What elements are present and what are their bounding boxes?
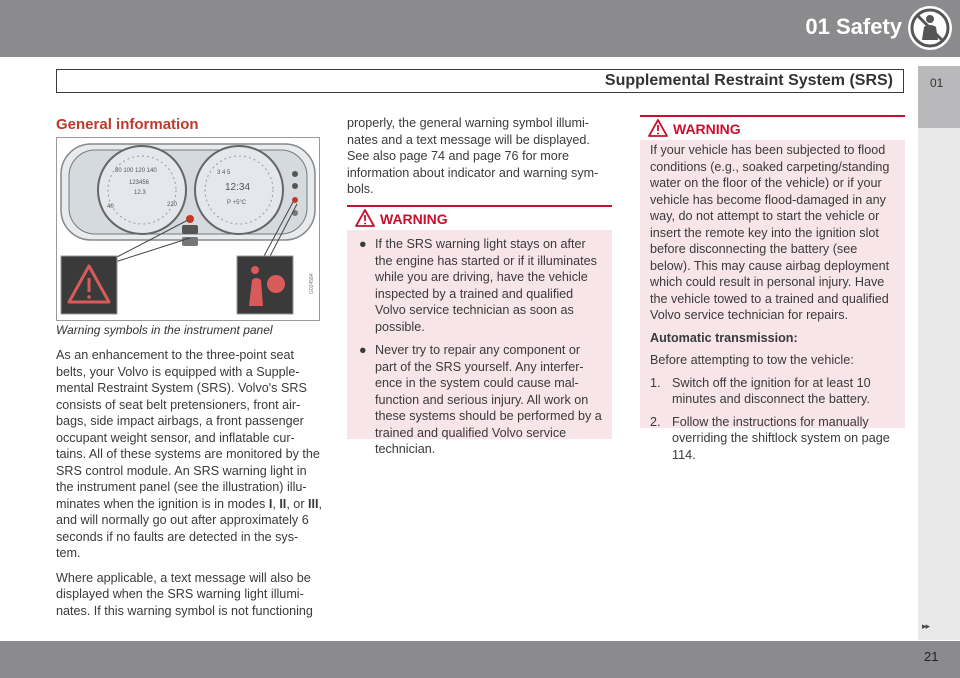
step-item: 2. Follow the instructions for manually overriding the shiftlock system on page 114. [650, 414, 890, 462]
svg-text:40: 40 [107, 204, 114, 210]
svg-text:220: 220 [167, 202, 178, 208]
svg-text:3 4 5: 3 4 5 [217, 170, 231, 176]
warning-header [347, 205, 612, 230]
svg-text:P +5°C: P +5°C [227, 200, 247, 206]
list-item: ● If the SRS warning light stays on after the engine has started or if it illuminates while you are driving, have the vehicle inspected by a trained and qualified Volvo service technician as soon as possible. [359, 237, 597, 334]
chapter-tab-label: 01 [930, 76, 944, 90]
srs-warning-box [347, 205, 612, 456]
steps-intro: Before attempting to tow the vehicle: [650, 353, 854, 367]
step-number: 1. [650, 375, 661, 390]
list-item: ● Never try to repair any component or part of the SRS yourself. Any interfer-ence in the system could cause mal-function and serious injury. All work on these systems should be performed by a trained and qualified Volvo service technician. [359, 343, 602, 456]
warning-rule [347, 205, 612, 207]
warning-triangle-icon [648, 119, 668, 142]
side-strip [918, 128, 960, 640]
section-title: Supplemental Restraint System (SRS) [604, 72, 893, 89]
no-seatbelt-icon [908, 6, 952, 50]
bullet: ● [359, 343, 367, 357]
warning-rule [640, 115, 905, 117]
page-number: 21 [924, 649, 939, 664]
warning-title: WARNING [673, 121, 741, 137]
flood-warning-box [640, 115, 905, 462]
figure-caption: Warning symbols in the instrument panel [56, 323, 273, 337]
svg-text:80 100 120 140: 80 100 120 140 [115, 168, 157, 174]
next-page-marker[interactable]: ▸▸ [922, 621, 930, 631]
section-title-box [56, 69, 904, 93]
svg-text:123456: 123456 [129, 180, 150, 186]
svg-text:12.3: 12.3 [134, 190, 146, 196]
subheading: Automatic transmission: [650, 330, 798, 345]
svg-text:12:34: 12:34 [225, 182, 251, 193]
warning-header [640, 115, 905, 140]
bullet: ● [359, 237, 367, 251]
left-body [56, 347, 322, 627]
step-item: 1. Switch off the ignition for at least 10 minutes and disconnect the battery. [650, 375, 871, 406]
warning-text: If your vehicle has been subjected to flood conditions (e.g., soaked carpeting/standing water on the floor of the vehicle) or if your vehicle has become flood-damaged in any way, do not attempt to start the vehicle or insert the remote key into the ignition slot before disconnecting the battery (see below). This may cause airbag deployment which could result in personal injury. Have the vehicle towed to a trained and qualified Volvo service technician for repairs. [650, 143, 890, 322]
paragraph: As an enhancement to the three-point seat belts, your Volvo is equipped with a Supple-mental Restraint System (SRS). Volvo's SRS consists of seat belt pretensioners, front air-bags, side impact airbags, a front passenger occupant weight sensor, and inflatable cur-tains. All of these systems are monitored by the SRS control module. An SRS warning light in the instrument panel (see the illustration) illu-minates when the ignition is in modes I, II, or III, and will normally go out after approximately 6 seconds if no faults are detected in the sys-tem. [56, 348, 323, 560]
middle-paragraph: properly, the general warning symbol illumi-nates and a text message will be displayed. See also page 74 and page 76 for more information about indicator and warning sym-bols. [347, 116, 599, 196]
warning-triangle-icon [355, 209, 375, 232]
warning-body [650, 142, 895, 469]
paragraph: Where applicable, a text message will also be displayed when the SRS warning light illumi-nates. If this warning symbol is not functioning [56, 570, 313, 618]
figure-code: G024584 [309, 273, 315, 294]
warning-body [357, 236, 602, 465]
instrument-panel-figure [56, 137, 320, 321]
chapter-title: 01 Safety [805, 14, 902, 39]
warning-title: WARNING [380, 211, 448, 227]
step-number: 2. [650, 414, 661, 429]
section-heading: General information [56, 116, 199, 133]
footer-bar [0, 641, 960, 678]
